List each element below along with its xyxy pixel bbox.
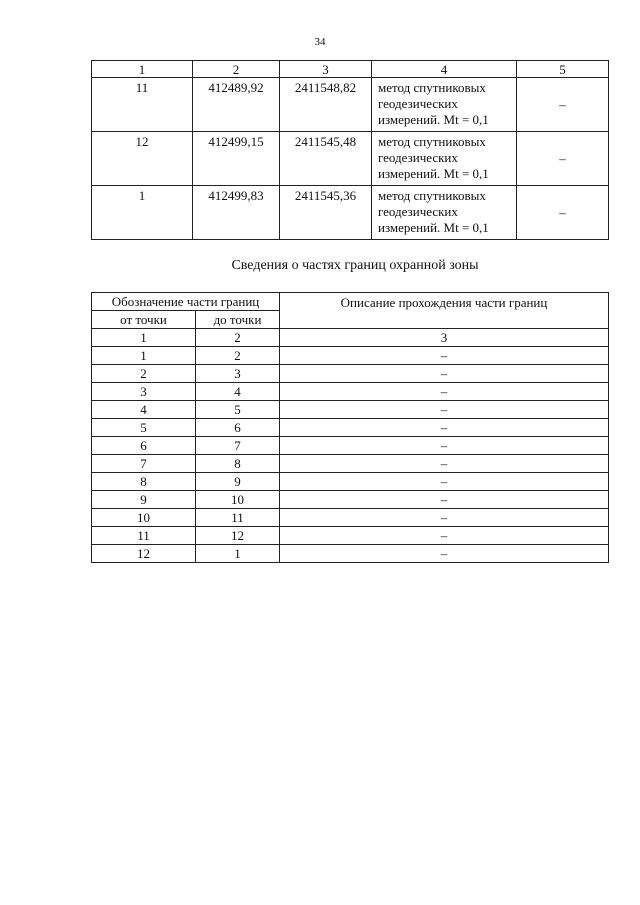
- method-line: геодезических: [378, 150, 458, 165]
- coords-header-cell: 4: [372, 61, 517, 78]
- description-header: Описание прохождения части границ: [280, 293, 609, 329]
- method-line: метод спутниковых: [378, 188, 486, 203]
- to-point: 8: [196, 455, 280, 473]
- from-point: 4: [92, 401, 196, 419]
- description: –: [280, 401, 609, 419]
- to-point: 11: [196, 509, 280, 527]
- table-row: [92, 419, 609, 437]
- coord-x: 412499,15: [193, 132, 280, 186]
- to-point: 3: [196, 365, 280, 383]
- boundary-parts-table: [91, 292, 609, 563]
- table-row: [92, 455, 609, 473]
- description: –: [280, 527, 609, 545]
- page-number: 34: [314, 36, 326, 48]
- from-point: 10: [92, 509, 196, 527]
- from-point: 12: [92, 545, 196, 563]
- table-row: [92, 473, 609, 491]
- coords-header-cell: 2: [193, 61, 280, 78]
- method-line: геодезических: [378, 204, 458, 219]
- column-number: 2: [196, 329, 280, 347]
- col5-cell: –: [517, 132, 609, 186]
- coord-y: 2411548,82: [280, 78, 372, 132]
- from-point: 9: [92, 491, 196, 509]
- to-point: 12: [196, 527, 280, 545]
- table-row: [92, 365, 609, 383]
- coordinates-table: [91, 60, 609, 240]
- point-number: 1: [92, 186, 193, 240]
- col5-cell: –: [517, 186, 609, 240]
- section-title: Сведения о частях границ охранной зоны: [231, 258, 479, 273]
- from-point: 3: [92, 383, 196, 401]
- method-line: метод спутниковых: [378, 134, 486, 149]
- description: –: [280, 365, 609, 383]
- table-row: [92, 545, 609, 563]
- point-number: 12: [92, 132, 193, 186]
- coords-header-cell: 5: [517, 61, 609, 78]
- point-number: 11: [92, 78, 193, 132]
- from-point: 2: [92, 365, 196, 383]
- from-point: 7: [92, 455, 196, 473]
- coords-header-cell: 3: [280, 61, 372, 78]
- description: –: [280, 491, 609, 509]
- col5-cell: –: [517, 78, 609, 132]
- to-point: 4: [196, 383, 280, 401]
- method-line: метод спутниковых: [378, 80, 486, 95]
- description: –: [280, 509, 609, 527]
- method-line: измерений. Mt = 0,1: [378, 166, 489, 181]
- column-number-row: [92, 329, 609, 347]
- coord-x: 412489,92: [193, 78, 280, 132]
- description: –: [280, 437, 609, 455]
- coord-x: 412499,83: [193, 186, 280, 240]
- from-point: 8: [92, 473, 196, 491]
- coords-header-cell: 1: [92, 61, 193, 78]
- method-line: измерений. Mt = 0,1: [378, 112, 489, 127]
- from-point: 5: [92, 419, 196, 437]
- description: –: [280, 347, 609, 365]
- column-number: 1: [92, 329, 196, 347]
- coord-y: 2411545,36: [280, 186, 372, 240]
- table-row: [92, 132, 609, 186]
- from-point: 11: [92, 527, 196, 545]
- table-row: [92, 186, 609, 240]
- table-row: [92, 437, 609, 455]
- description: –: [280, 545, 609, 563]
- to-point: 1: [196, 545, 280, 563]
- description: –: [280, 383, 609, 401]
- to-header: до точки: [196, 311, 280, 329]
- description: –: [280, 473, 609, 491]
- to-point: 9: [196, 473, 280, 491]
- table-row: [92, 347, 609, 365]
- to-point: 6: [196, 419, 280, 437]
- coord-y: 2411545,48: [280, 132, 372, 186]
- table-row: [92, 383, 609, 401]
- to-point: 7: [196, 437, 280, 455]
- to-point: 10: [196, 491, 280, 509]
- table-row: [92, 401, 609, 419]
- description: –: [280, 455, 609, 473]
- method-cell: [372, 132, 517, 186]
- table-row: [92, 527, 609, 545]
- table-row: [92, 491, 609, 509]
- method-cell: [372, 78, 517, 132]
- from-point: 6: [92, 437, 196, 455]
- from-header: от точки: [92, 311, 196, 329]
- column-number: 3: [280, 329, 609, 347]
- description: –: [280, 419, 609, 437]
- to-point: 2: [196, 347, 280, 365]
- method-cell: [372, 186, 517, 240]
- table-row: [92, 78, 609, 132]
- parts-group-header-row: [92, 293, 609, 311]
- from-point: 1: [92, 347, 196, 365]
- method-line: измерений. Mt = 0,1: [378, 220, 489, 235]
- table-row: [92, 509, 609, 527]
- to-point: 5: [196, 401, 280, 419]
- coordinates-header-row: [92, 61, 609, 78]
- method-line: геодезических: [378, 96, 458, 111]
- group-header: Обозначение части границ: [92, 293, 280, 311]
